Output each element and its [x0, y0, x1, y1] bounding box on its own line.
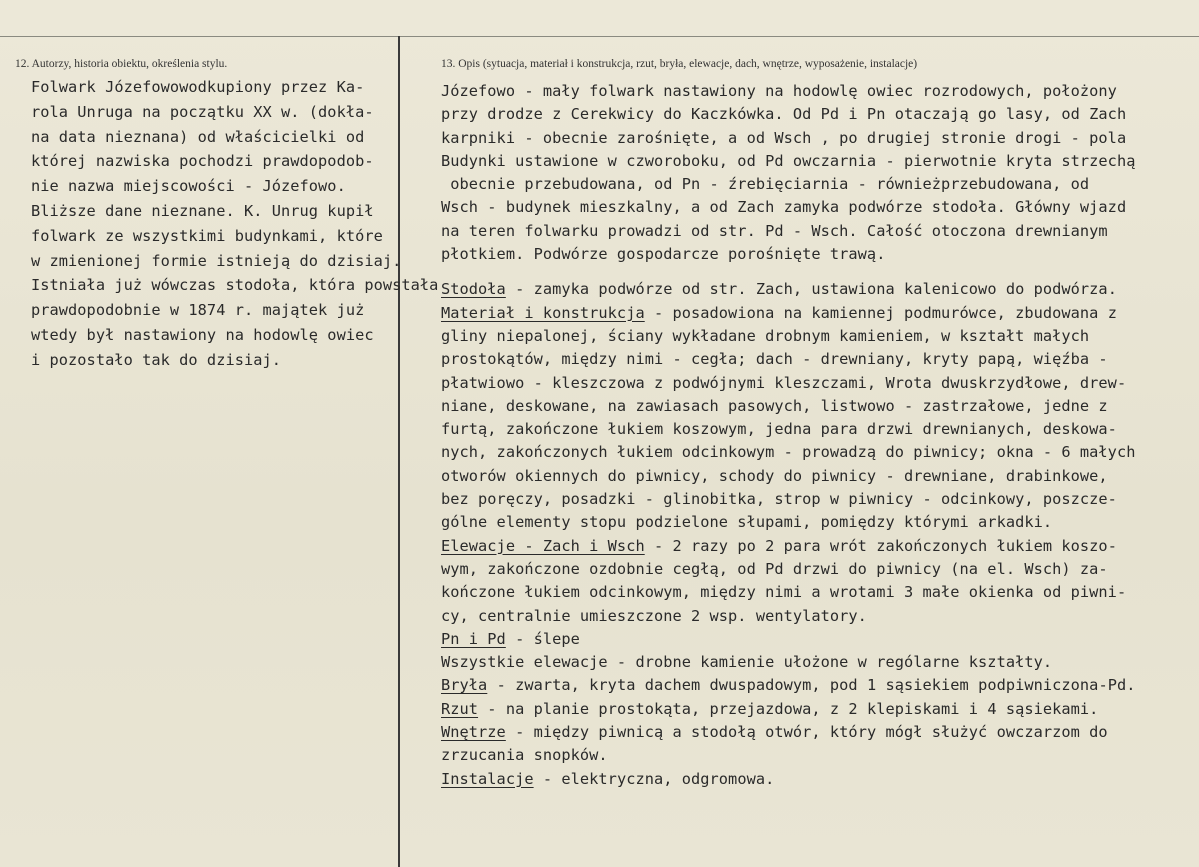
- section-text: - zwarta, kryta dachem dwuspadowym, pod 1 sąsiekiem podpiwniczona-Pd.: [487, 676, 1136, 695]
- material-section: [441, 302, 1199, 325]
- installations-section: [441, 768, 1199, 791]
- description-line: zrzucania snopków.: [441, 746, 608, 765]
- all-elevations-line: Wszystkie elewacje - drobne kamienie ułożone w rególarne kształty.: [441, 653, 1053, 672]
- description-line: obecnie przebudowana, od Pn - źrebięciarnia - równieżprzebudowana, od: [441, 175, 1090, 194]
- north-south-section: [441, 628, 1199, 651]
- top-rule: [0, 36, 1199, 37]
- description-line: Wsch - budynek mieszkalny, a od Zach zamyka podwórze stodoła. Główny wjazd: [441, 198, 1127, 217]
- section-12-header: 12. Autorzy, historia obiektu, określenia stylu.: [15, 58, 228, 70]
- description-line: kończone łukiem odcinkowym, między nimi a wrotami 3 małe okienka od piwni-: [441, 583, 1127, 602]
- section-text: - elektryczna, odgromowa.: [533, 769, 775, 788]
- description-line: na teren folwarku prowadzi od str. Pd - Wsch. Całość otoczona drewnianym: [441, 221, 1108, 240]
- description-line: prostokątów, między nimi - cegła; dach - drewniany, kryty papą, więźba -: [441, 350, 1108, 369]
- history-line: wtedy był nastawiony na hodowlę owiec: [31, 325, 374, 344]
- description-line: płotkiem. Podwórze gospodarcze porośnięte trawą.: [441, 245, 886, 264]
- interior-section: [441, 721, 1199, 744]
- section-label-pn-pd: Pn i Pd: [441, 629, 506, 648]
- section-label-stodola: Stodoła: [441, 280, 506, 299]
- description-column: [441, 80, 1199, 791]
- description-line: płatwiowo - kleszczowa z podwójnymi kleszczami, Wrota dwuskrzydłowe, drew-: [441, 373, 1127, 392]
- section-label-wnetrze: Wnętrze: [441, 723, 506, 742]
- description-line: furtą, zakończone łukiem koszowym, jedna para drzwi drewnianych, deskowa-: [441, 420, 1117, 439]
- description-line: przy drodze z Cerekwicy do Kaczkówka. Od Pd i Pn otaczają go lasy, od Zach: [441, 105, 1127, 124]
- description-line: bez poręczy, posadzki - glinobitka, strop w piwnicy - odcinkowy, poszcze-: [441, 490, 1117, 509]
- barn-section: [441, 278, 1199, 301]
- history-line: w zmienionej formie istnieją do dzisiaj.: [31, 251, 402, 270]
- description-line: niane, deskowane, na zawiasach pasowych, listwowo - zastrzałowe, jedne z: [441, 396, 1108, 415]
- history-line: i pozostało tak do dzisiaj.: [31, 350, 282, 369]
- history-line: prawdopodobnie w 1874 r. majątek już: [31, 301, 365, 320]
- elevations-section: [441, 535, 1199, 558]
- section-text: - posadowiona na kamiennej podmurówce, zbudowana z: [644, 303, 1117, 322]
- section-label-elewacje: Elewacje - Zach i Wsch: [441, 536, 645, 555]
- massing-section: [441, 674, 1199, 697]
- description-line: nych, zakończonych łukiem odcinkowym - prowadzą do piwnicy; okna - 6 małych: [441, 443, 1136, 462]
- section-label-rzut: Rzut: [441, 699, 479, 718]
- history-column: [31, 75, 439, 373]
- description-line: wym, zakończone ozdobnie cegłą, od Pd drzwi do piwnicy (na el. Wsch) za-: [441, 559, 1108, 578]
- section-13-header: 13. Opis (sytuacja, materiał i konstrukcja, rzut, bryła, elewacje, dach, wnętrze, wyposażenie, instalacje): [441, 58, 918, 70]
- history-line: folwark ze wszystkimi budynkami, które: [31, 226, 383, 245]
- history-line: rola Unruga na początku XX w. (dokła-: [31, 102, 374, 121]
- description-line: karpniki - obecnie zarośnięte, a od Wsch , po drugiej stronie drogi - pola: [441, 128, 1127, 147]
- section-label-instalacje: Instalacje: [441, 769, 534, 788]
- description-line: gólne elementy stopu podzielone słupami, pomiędzy którymi arkadki.: [441, 513, 1053, 532]
- section-text: - między piwnicą a stodołą otwór, który mógł służyć owczarzom do: [505, 723, 1108, 742]
- section-text: - ślepe: [505, 629, 580, 648]
- history-line: której nazwiska pochodzi prawdopodob-: [31, 152, 374, 171]
- history-line: na data nieznana) od właścicielki od: [31, 127, 365, 146]
- history-line: Istniała już wówczas stodoła, która powstała: [31, 276, 439, 295]
- section-label-material: Materiał i konstrukcja: [441, 303, 645, 322]
- section-label-bryla: Bryła: [441, 676, 488, 695]
- plan-section: [441, 698, 1199, 721]
- description-line: gliny niepalonej, ściany wykładane drobnym kamieniem, w kształt małych: [441, 326, 1090, 345]
- description-line: Józefowo - mały folwark nastawiony na hodowlę owiec rozrodowych, położony: [441, 82, 1117, 100]
- paragraph-gap: [441, 266, 1199, 278]
- history-line: nie nazwa miejscowości - Józefowo.: [31, 177, 346, 196]
- section-text: - 2 razy po 2 para wrót zakończonych łukiem koszo-: [644, 536, 1117, 555]
- section-text: - na planie prostokąta, przejazdowa, z 2 klepiskami i 4 sąsiekami.: [478, 699, 1099, 718]
- history-line: Folwark Józefowowodkupiony przez Ka-: [31, 78, 365, 96]
- description-line: cy, centralnie umieszczone 2 wsp. wentylatory.: [441, 606, 867, 625]
- description-line: otworów okiennych do piwnicy, schody do piwnicy - drewniane, drabinkowe,: [441, 466, 1108, 485]
- section-text: - zamyka podwórze od str. Zach, ustawiona kalenicowo do podwórza.: [505, 280, 1117, 299]
- history-line: Bliższe dane nieznane. K. Unrug kupił: [31, 201, 374, 220]
- description-line: Budynki ustawione w czworoboku, od Pd owczarnia - pierwotnie kryta strzechą: [441, 151, 1136, 170]
